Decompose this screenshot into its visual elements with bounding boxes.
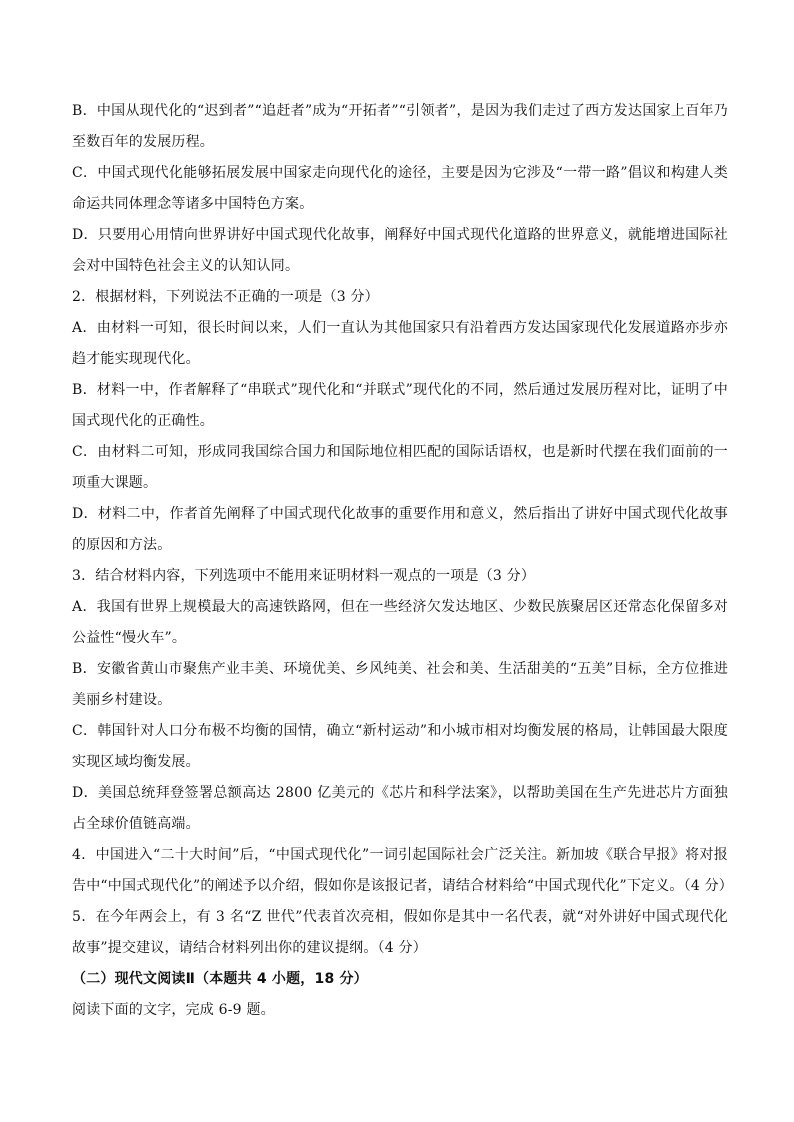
reading-instruction: 阅读下面的文字，完成 6-9 题。 [72,1002,275,1018]
question-5: 5．在今年两会上，有 3 名“Z 世代”代表首次亮相，假如你是其中一名代表，就“对外讲好中国式现代化故事”提交建议，请结合材料列出你的建议提纲。（4 分） [72,909,728,956]
question-2-stem: 2．根据材料，下列说法不正确的一项是（3 分） [72,289,379,305]
section-heading: （二）现代文阅读Ⅱ（本题共 4 小题，18 分） [72,971,368,987]
question-3-option-b: B．安徽省黄山市聚焦产业丰美、环境优美、乡风纯美、社会和美、生活甜美的“五美”目标，全方位推进美丽乡村建设。 [72,661,728,708]
question-3-stem: 3．结合材料内容，下列选项中不能用来证明材料一观点的一项是（3 分） [72,568,536,584]
question-3-option-c: C．韩国针对人口分布极不均衡的国情，确立“新村运动”和小城市相对均衡发展的格局，让韩国最大限度实现区域均衡发展。 [72,723,728,770]
question-2-option-a: A．由材料一可知，很长时间以来，人们一直认为其他国家只有沿着西方发达国家现代化发展道路亦步亦趋才能实现现代化。 [72,320,728,367]
question-2-option-d: D．材料二中，作者首先阐释了中国式现代化故事的重要作用和意义，然后指出了讲好中国式现代化故事的原因和方法。 [72,506,728,553]
question-1-option-d: D．只要用心用情向世界讲好中国式现代化故事，阐释好中国式现代化道路的世界意义，就能增进国际社会对中国特色社会主义的认知认同。 [72,227,728,274]
question-1-option-c: C．中国式现代化能够拓展发展中国家走向现代化的途径，主要是因为它涉及“一带一路”倡议和构建人类命运共同体理念等诸多中国特色方案。 [72,165,728,212]
question-4: 4．中国进入“二十大时间”后，“中国式现代化”一词引起国际社会广泛关注。新加坡《联合早报》将对报告中“中国式现代化”的阐述予以介绍，假如你是该报记者，请结合材料给“中国式现代化”下定义。（4 分） [72,847,733,894]
question-3-option-a: A．我国有世界上规模最大的高速铁路网，但在一些经济欠发达地区、少数民族聚居区还常态化保留多对公益性“慢火车”。 [72,599,728,646]
question-2-option-c: C．由材料二可知，形成同我国综合国力和国际地位相匹配的国际话语权，也是新时代摆在我们面前的一项重大课题。 [72,444,728,491]
question-3-option-d: D．美国总统拜登签署总额高达 2800 亿美元的《芯片和科学法案》，以帮助美国在生产先进芯片方面独占全球价值链高端。 [72,785,728,832]
question-2-option-b: B．材料一中，作者解释了“串联式”现代化和“并联式”现代化的不同，然后通过发展历程对比，证明了中国式现代化的正确性。 [72,382,728,429]
document-page [72,96,733,1026]
question-1-option-b: B．中国从现代化的“迟到者”“追赶者”成为“开拓者”“引领者”，是因为我们走过了西方发达国家上百年乃至数百年的发展历程。 [72,103,728,150]
